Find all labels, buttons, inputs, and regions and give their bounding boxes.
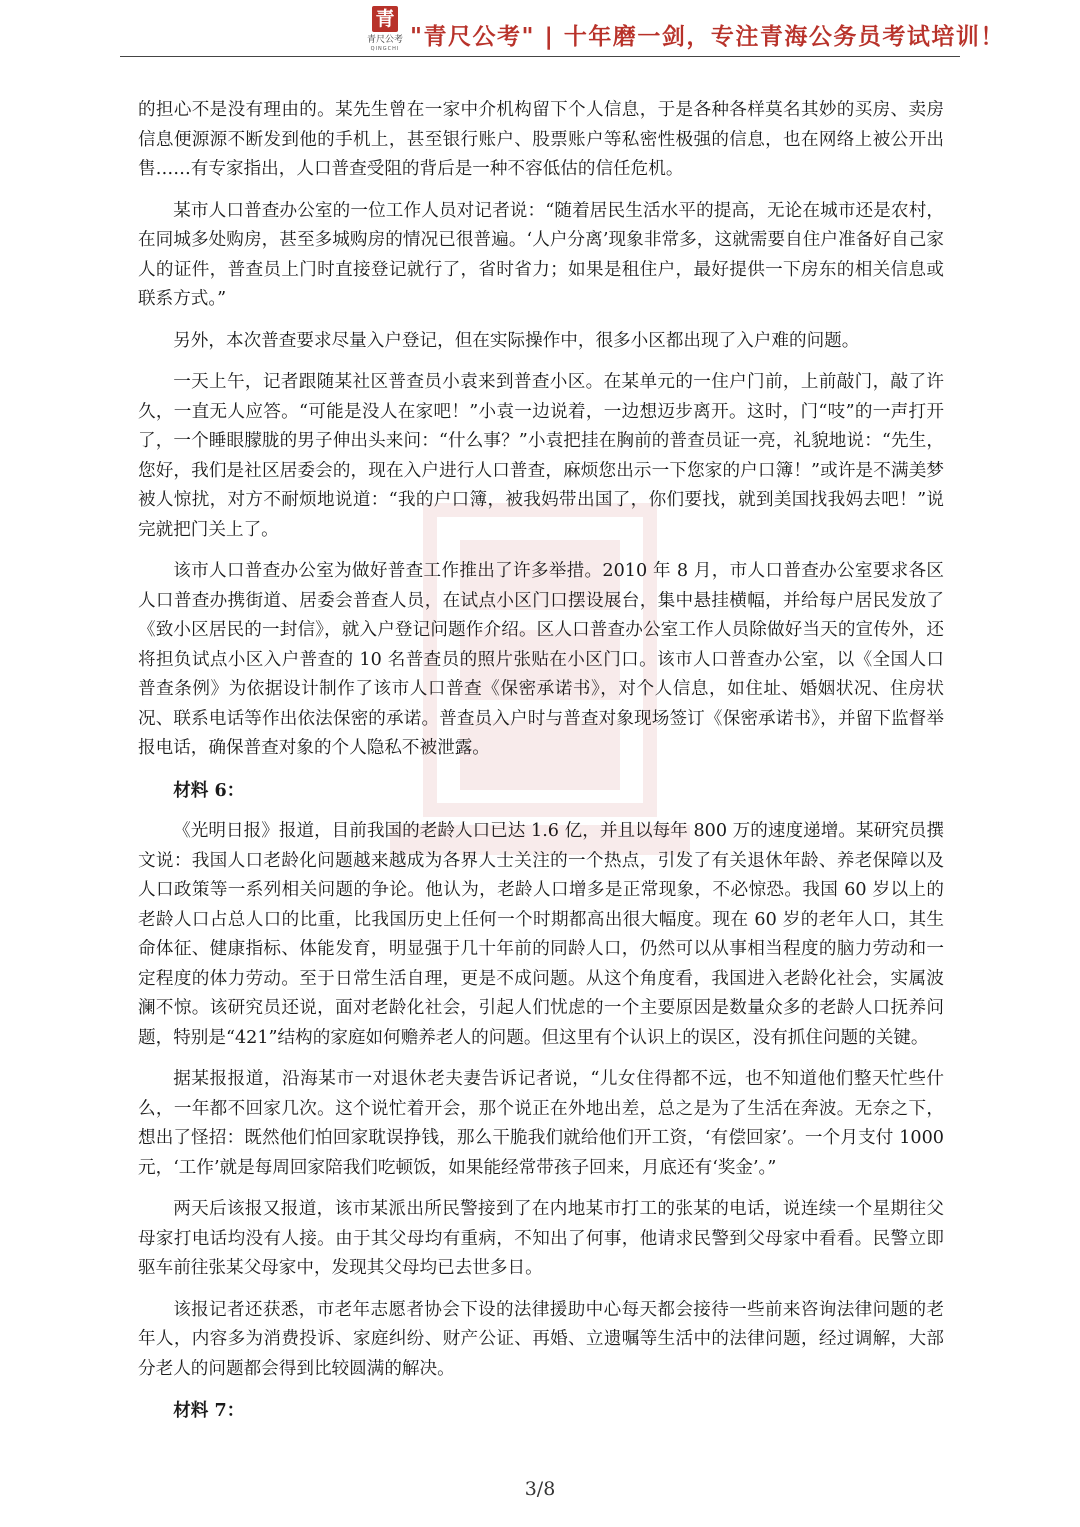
paragraph-7: 据某报报道，沿海某市一对退休老夫妻告诉记者说，“儿女住得都不远，也不知道他们整天忙些什么，一年都不回家几次。这个说忙着开会，那个说正在外地出差，总之是为了生活在奔波。无奈之下，想出了怪招：既然他们怕回家耽误挣钱，那么干脆我们就给他们开工资，‘有偿回家’。一个月支付 1000 元，‘工作’就是每周回家陪我们吃顿饭，如果能经常带孩子回来，月底还有‘奖金’。” xyxy=(138,1069,944,1178)
paragraph-2: 某市人口普查办公室的一位工作人员对记者说：“随着居民生活水平的提高，无论在城市还是农村，在同城多处购房，甚至多城购房的情况已很普遍。‘人户分离’现象非常多，这就需要自住户准备好自己家人的证件，普查员上门时直接登记就行了，省时省力；如果是租住户，最好提供一下房东的相关信息或联系方式。” xyxy=(138,200,944,309)
page-number: 3/8 xyxy=(524,1478,556,1500)
paragraph-4: 一天上午，记者跟随某社区普查员小袁来到普查小区。在某单元的一住户门前，上前敲门，敲了许久，一直无人应答。“可能是没人在家吧！”小袁一边说着，一边想迈步离开。这时，门“吱”的一声打开了，一个睡眼朦胧的男子伸出头来问：“什么事？”小袁把挂在胸前的普查员证一亮，礼貌地说：“先生，您好，我们是社区居委会的，现在入户进行人口普查，麻烦您出示一下您家的户口簿！”或许是不满美梦被人惊扰，对方不耐烦地说道：“我的户口簿，被我妈带出国了，你们要找，就到美国找我妈去吧！”说完就把门关上了。 xyxy=(138,372,944,540)
paragraph-1: 的担心不是没有理由的。某先生曾在一家中介机构留下个人信息，于是各种各样莫名其妙的买房、卖房信息便源源不断发到他的手机上，甚至银行账户、股票账户等私密性极强的信息，也在网络上被公开出售……有专家指出，人口普查受阻的背后是一种不容低估的信任危机。 xyxy=(138,100,944,179)
paragraph-9: 该报记者还获悉，市老年志愿者协会下设的法律援助中心每天都会接待一些前来咨询法律问题的老年人，内容多为消费投诉、家庭纠纷、财产公证、再婚、立遗嘱等生活中的法律问题，经过调解，大部分老人的问题都会得到比较圆满的解决。 xyxy=(138,1299,944,1379)
section-heading-material-6: 材料 6： xyxy=(173,779,245,801)
paragraph-8: 两天后该报又报道，该市某派出所民警接到了在内地某市打工的张某的电话，说连续一个星期往父母家打电话均没有人接。由于其父母均有重病，不知出了何事，他请求民警到父母家中看看。民警立即驱车前往张某父母家中，发现其父母均已去世多日。 xyxy=(138,1199,944,1278)
logo-pinyin: QINGCHI xyxy=(370,46,400,52)
qingchi-logo-icon: 青 xyxy=(372,6,398,32)
section-heading-material-7: 材料 7： xyxy=(173,1400,245,1421)
logo-name: 青尺公考 xyxy=(366,35,403,45)
paragraph-3: 另外，本次普查要求尽量入户登记，但在实际操作中，很多小区都出现了入户难的问题。 xyxy=(173,330,860,351)
header-slogan: "青尺公考" | 十年磨一剑，专注青海公务员考试培训！ xyxy=(410,24,1005,50)
document-body xyxy=(138,96,944,1438)
page-header xyxy=(120,0,1005,57)
paragraph-6: 《光明日报》报道，目前我国的老龄人口已达 1.6 亿，并且以每年 800 万的速度递增。某研究员撰文说：我国人口老龄化问题越来越成为各界人士关注的一个热点，引发了有关退休年龄、养老保障以及人口政策等一系列相关问题的争论。他认为，老龄人口增多是正常现象，不必惊恐。我国 60 岁以上的老龄人口占总人口的比重，比我国历史上任何一个时期都高出很大幅度。现在 60 岁的老年人口，其生命体征、健康指标、体能发育，明显强于几十年前的同龄人口，仍然可以从事相当程度的脑力劳动和一定程度的体力劳动。至于日常生活自理，更是不成问题。从这个角度看，我国进入老龄化社会，实属波澜不惊。该研究员还说，面对老龄化社会，引起人们忧虑的一个主要原因是数量众多的老龄人口抚养问题，特别是“421”结构的家庭如何赡养老人的问题。但这里有个认识上的误区，没有抓住问题的关键。 xyxy=(138,821,944,1048)
paragraph-5: 该市人口普查办公室为做好普查工作推出了许多举措。2010 年 8 月，市人口普查办公室要求各区人口普查办携街道、居委会普查人员，在试点小区门口摆设展台，集中悬挂横幅，并给每户居民发放了《致小区居民的一封信》，就入户登记问题作介绍。区人口普查办公室工作人员除做好当天的宣传外，还将担负试点小区入户普查的 10 名普查员的照片张贴在小区门口。该市人口普查办公室，以《全国人口普查条例》为依据设计制作了该市人口普查《保密承诺书》，对个人信息，如住址、婚姻状况、住房状况、联系电话等作出依法保密的承诺。普查员入户时与普查对象现场签订《保密承诺书》，并留下监督举报电话，确保普查对象的个人隐私不被泄露。 xyxy=(138,561,944,758)
